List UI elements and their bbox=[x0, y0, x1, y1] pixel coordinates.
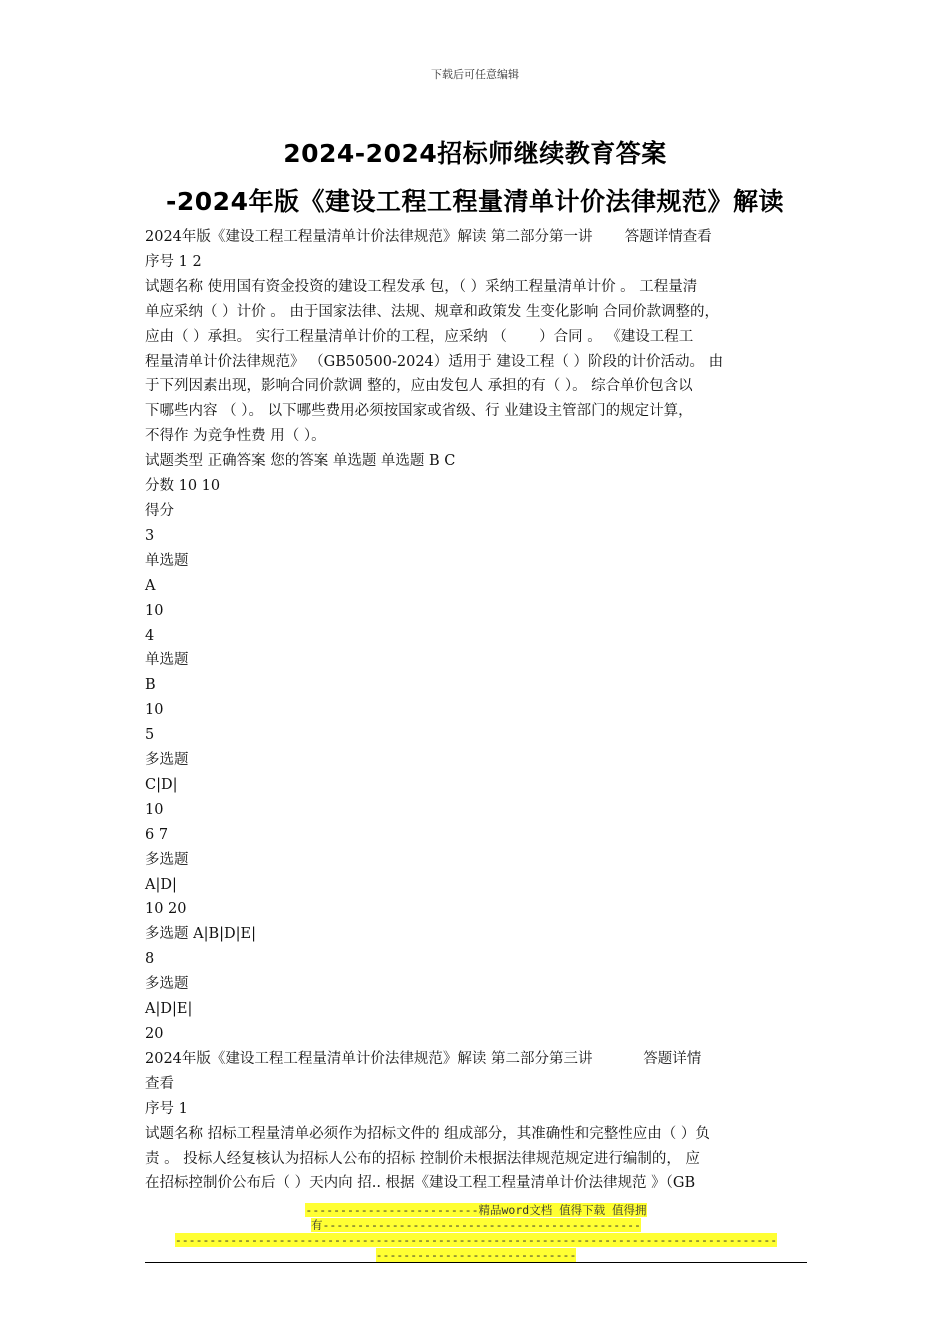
body-line: 单选题 bbox=[145, 552, 189, 569]
body-line: A bbox=[145, 577, 156, 594]
body-line: 10 bbox=[145, 702, 164, 719]
body-line: A|D|E| bbox=[145, 1001, 193, 1018]
body-line: 下哪些内容 （ ）。 以下哪些费用必须按国家或省级、行 业建设主管部门的规定计算， bbox=[145, 403, 693, 420]
body-line: 试题名称 使用国有资金投资的建设工程发承 包，（ ）采纳工程量清单计价 。 工程量清 bbox=[145, 278, 698, 295]
body-line: 在招标控制价公布后（ ）天内向 招.. 根据《建设工程工程量清单计价法律规范 》（GB bbox=[145, 1175, 696, 1192]
body-line: 多选题 bbox=[145, 752, 189, 769]
body-line: 10 bbox=[145, 801, 164, 818]
footer-rule bbox=[145, 1262, 807, 1263]
body-line: 分数 10 10 bbox=[145, 478, 221, 495]
body-line: 10 20 bbox=[145, 901, 187, 918]
header-note: 下载后可任意编辑 bbox=[431, 68, 519, 81]
body-line: 查看 bbox=[145, 1075, 174, 1092]
body-line: 试题名称 招标工程量清单必须作为招标文件的 组成部分，其准确性和完整性应由（ ）负 bbox=[145, 1125, 710, 1142]
body-line: 不得作 为竞争性费 用（ ）。 bbox=[145, 428, 326, 445]
body-line: 责 。 投标人经复核认为招标人公布的招标 控制价未根据法律规范规定进行编制的， 应 bbox=[145, 1150, 700, 1167]
body-line: 应由（ ）承担。 实行工程量清单计价的工程，应采纳 （ ）合同 。 《建设工程工 bbox=[145, 328, 694, 345]
body-line: 20 bbox=[145, 1026, 164, 1042]
body-line: 3 bbox=[145, 527, 155, 544]
body-line: 10 bbox=[145, 602, 164, 619]
footer-banner-line-4: ----------------------------- bbox=[375, 1248, 577, 1262]
body-line: 单选题 bbox=[145, 652, 189, 669]
body-line: 序号 1 bbox=[145, 1100, 188, 1117]
body-line: 2024年版《建设工程工程量清单计价法律规范》解读 第二部分第一讲 答题详情查看 bbox=[145, 229, 712, 245]
body-line: 程量清单计价法律规范》 （GB50500-2024）适用于 建设工程（ ）阶段的计价活动。 由 bbox=[145, 353, 724, 370]
body-line: 6 7 bbox=[145, 826, 169, 843]
title-line-1: 2024-2024招标师继续教育答案 bbox=[283, 139, 667, 168]
body-line: 序号 1 2 bbox=[145, 253, 202, 270]
body-line: A|D| bbox=[145, 876, 177, 893]
title-line-2: -2024年版《建设工程工程量清单计价法律规范》解读 bbox=[166, 187, 784, 216]
body-line: 多选题 A|B|D|E| bbox=[145, 926, 256, 943]
body-line: 于下列因素出现，影响合同价款调 整的，应由发包人 承担的有（ ）。 综合单价包含以 bbox=[145, 378, 693, 395]
body-line: 5 bbox=[145, 727, 155, 744]
body-line: C|D| bbox=[145, 776, 178, 793]
footer-banner-line-2: 有---------------------------------------------- bbox=[311, 1218, 641, 1232]
body-text bbox=[145, 225, 810, 1196]
footer-banner-line-1: -------------------------精品word文档 值得下载 值得拥 bbox=[305, 1203, 647, 1217]
body-line: 多选题 bbox=[145, 976, 189, 993]
body-line: 4 bbox=[145, 627, 155, 644]
body-line: B bbox=[145, 677, 156, 694]
body-line: 多选题 bbox=[145, 851, 189, 868]
body-line: 试题类型 正确答案 您的答案 单选题 单选题 B C bbox=[145, 453, 456, 470]
footer-banner bbox=[145, 1203, 807, 1263]
footer-banner-line-3: --------------------------------------------------------------------------------------- bbox=[174, 1233, 778, 1247]
body-line: 单应采纳（ ）计价 。 由于国家法律、法规、规章和政策发 生变化影响 合同价款调整的， bbox=[145, 303, 720, 320]
body-line: 2024年版《建设工程工程量清单计价法律规范》解读 第二部分第三讲 答题详情 bbox=[145, 1050, 702, 1067]
body-line: 8 bbox=[145, 951, 155, 968]
body-line: 得分 bbox=[145, 502, 174, 519]
